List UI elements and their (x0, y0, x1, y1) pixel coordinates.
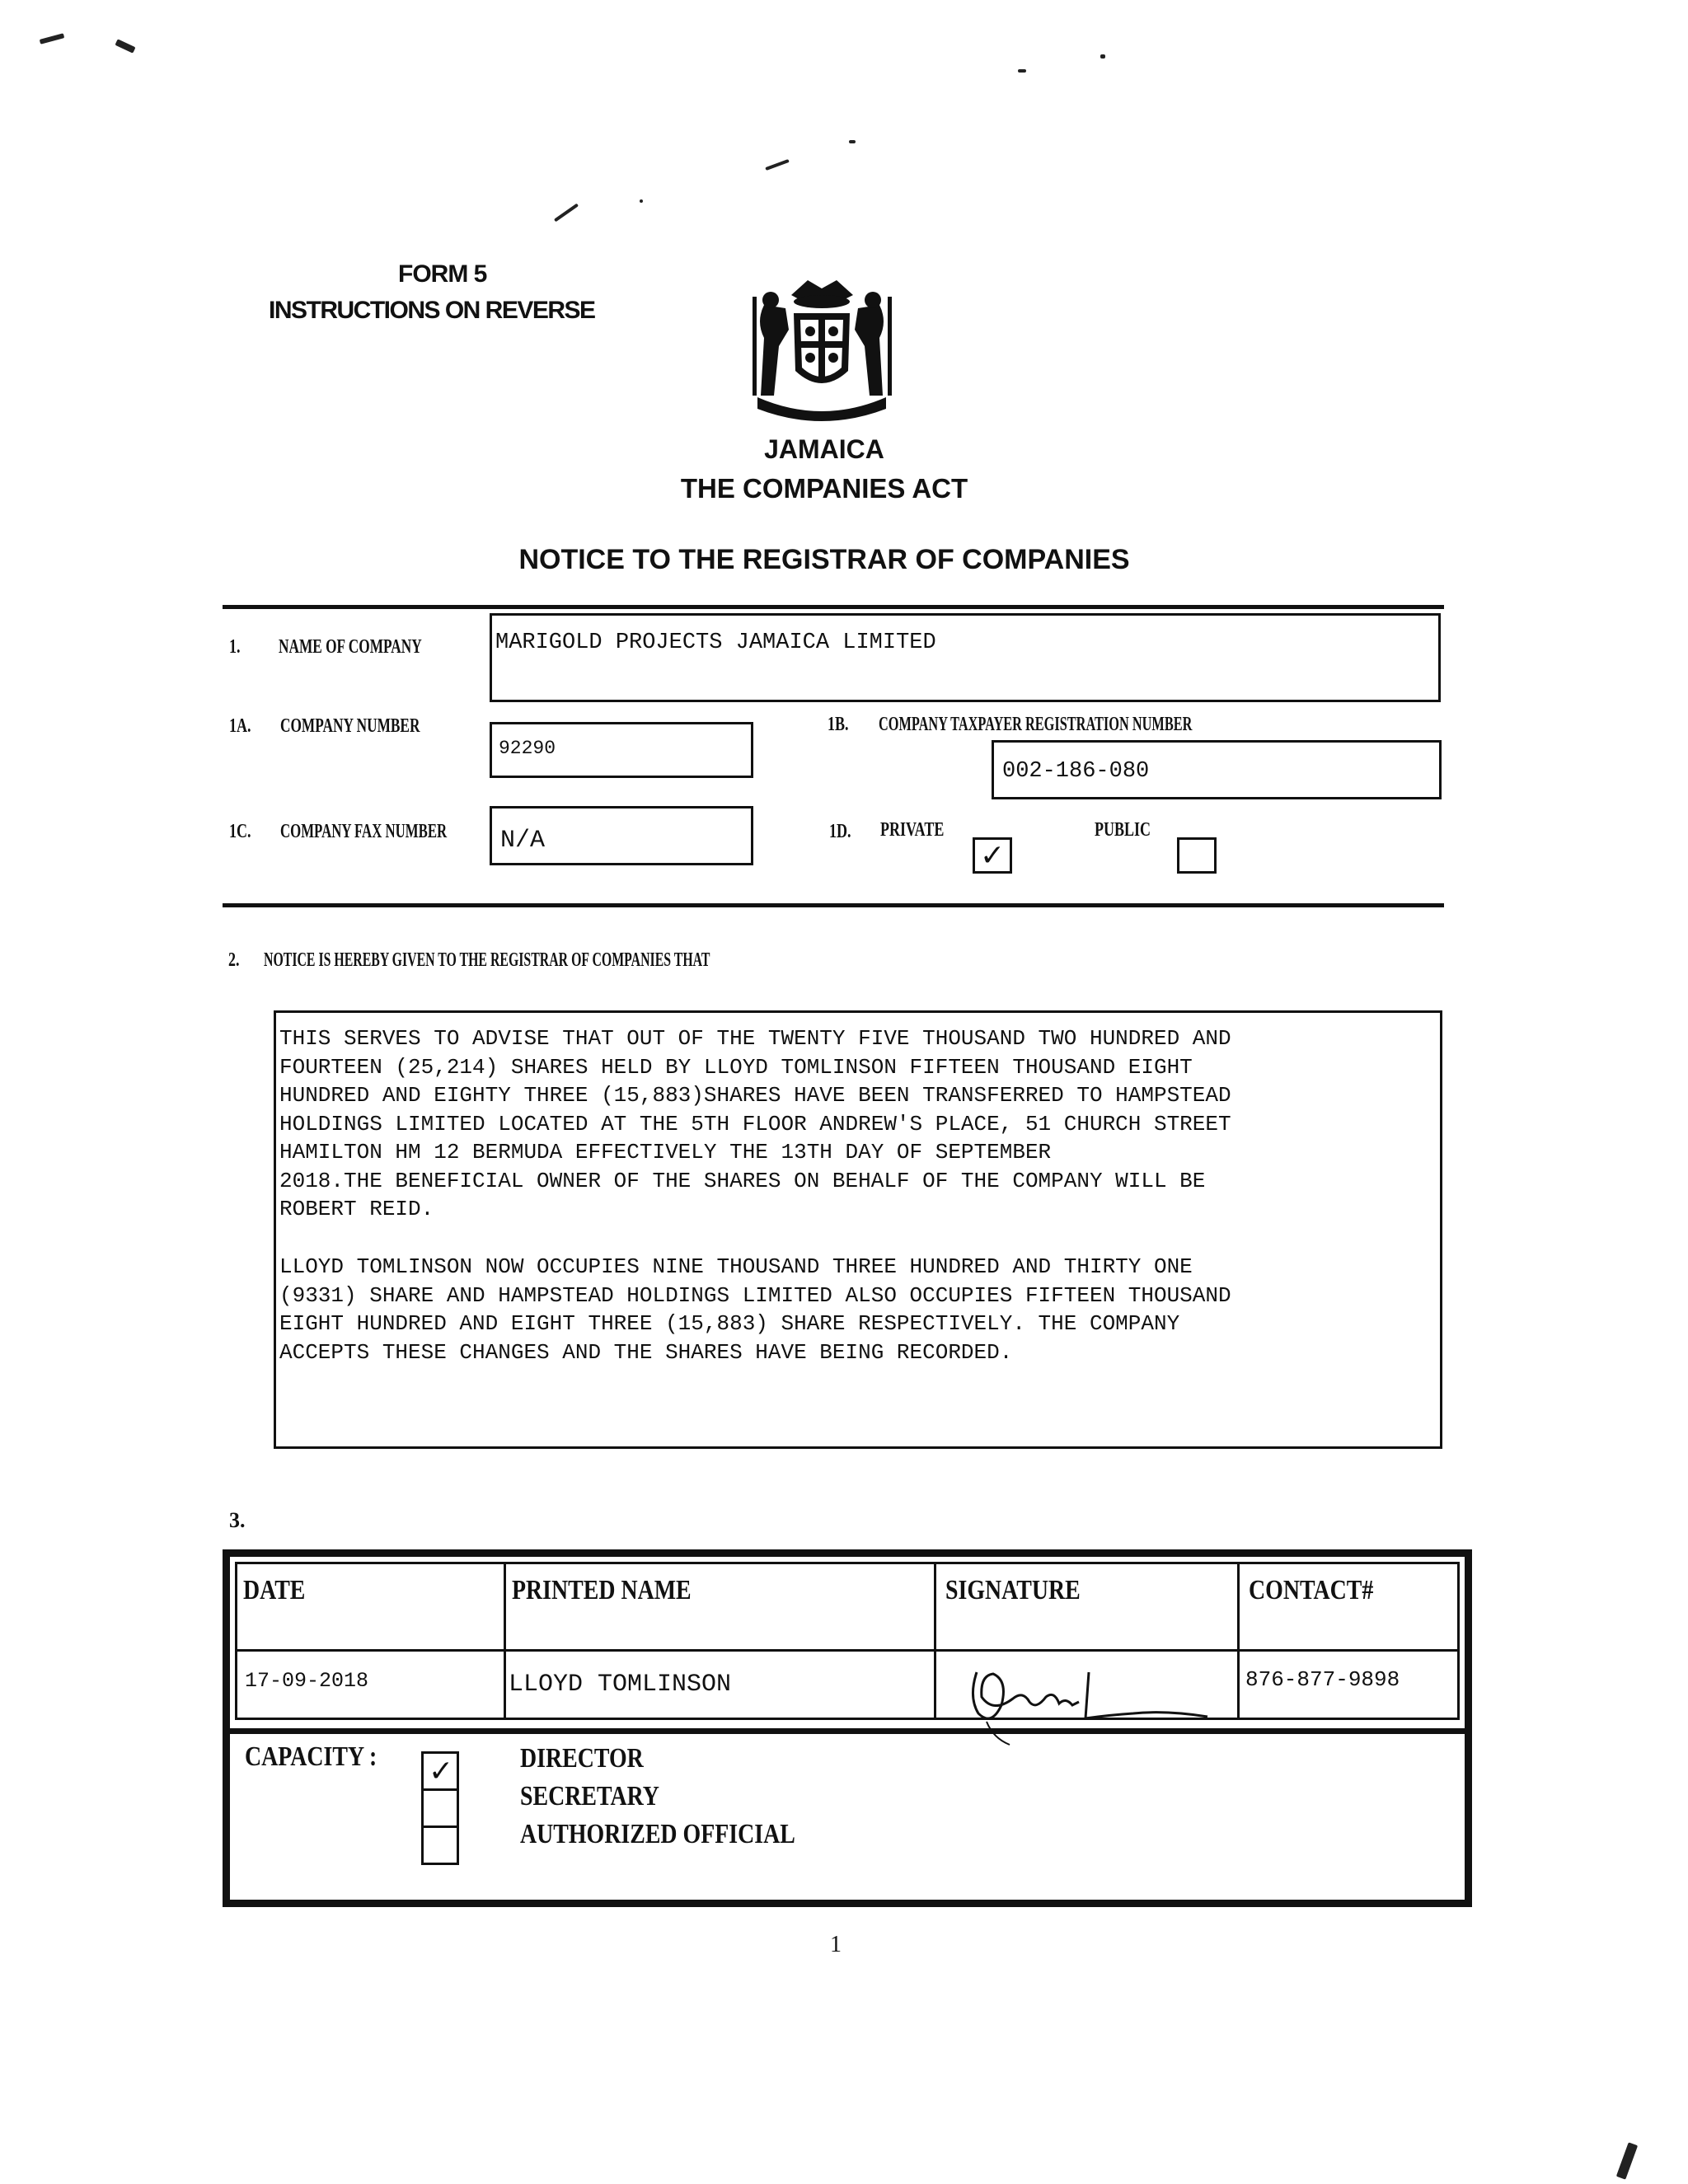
notice-line: HAMILTON HM 12 BERMUDA EFFECTIVELY THE 13TH DAY OF SEPTEMBER (279, 1140, 1052, 1165)
signature-table (223, 1549, 1472, 1907)
director-check-icon: ✓ (429, 1755, 454, 1788)
notice-line: ACCEPTS THESE CHANGES AND THE SHARES HAVE BEING RECORDED. (279, 1339, 1013, 1365)
field-1d-number: 1D. (829, 821, 851, 842)
company-name-label: NAME OF COMPANY (279, 636, 422, 658)
col-divider-1 (504, 1562, 506, 1720)
country-heading: JAMAICA (764, 434, 884, 464)
notice-title: NOTICE TO THE REGISTRAR OF COMPANIES (518, 544, 1130, 575)
notice-line: ROBERT REID. (279, 1197, 434, 1221)
director-checkbox (421, 1751, 459, 1791)
director-label: DIRECTOR (520, 1743, 644, 1774)
date-value: 17-09-2018 (245, 1669, 369, 1693)
private-check-icon: ✓ (980, 839, 1006, 873)
authorized-official-checkbox (421, 1825, 459, 1865)
form-instructions: INSTRUCTIONS ON REVERSE (269, 297, 595, 324)
notice-line: EIGHT HUNDRED AND EIGHT THREE (15,883) SHARE RESPECTIVELY. THE COMPANY (279, 1311, 1180, 1336)
notice-text-box (274, 1010, 1442, 1449)
secretary-checkbox (421, 1788, 459, 1828)
contact-value: 876-877-9898 (1245, 1667, 1400, 1692)
public-checkbox (1177, 837, 1217, 874)
notice-line: HUNDRED AND EIGHTY THREE (15,883)SHARES HAVE BEEN TRANSFERRED TO HAMPSTEAD (279, 1083, 1231, 1108)
col-divider-3 (1237, 1562, 1240, 1720)
private-checkbox (973, 837, 1012, 874)
form-number: FORM 5 (398, 260, 487, 288)
company-name-field (490, 613, 1441, 702)
notice-label: NOTICE IS HEREBY GIVEN TO THE REGISTRAR OF COMPANIES THAT (264, 949, 710, 971)
company-name-value: MARIGOLD PROJECTS JAMAICA LIMITED (495, 630, 936, 655)
fax-label: COMPANY FAX NUMBER (280, 821, 448, 842)
notice-line: HOLDINGS LIMITED LOCATED AT THE 5TH FLOOR ANDREW'S PLACE, 51 CHURCH STREET (279, 1111, 1231, 1137)
notice-paragraph-2 (279, 1253, 1231, 1366)
contact-header: CONTACT# (1249, 1575, 1374, 1605)
company-number-field (490, 722, 753, 778)
field-1-number: 1. (229, 636, 241, 658)
act-heading: THE COMPANIES ACT (680, 473, 968, 504)
notice-line: FOURTEEN (25,214) SHARES HELD BY LLOYD TOMLINSON FIFTEEN THOUSAND EIGHT (279, 1054, 1193, 1080)
company-number-label: COMPANY NUMBER (280, 715, 420, 737)
row-divider (235, 1649, 1460, 1652)
trn-value: 002-186-080 (1002, 759, 1150, 784)
trn-label: COMPANY TAXPAYER REGISTRATION NUMBER (879, 714, 1193, 735)
capacity-label: CAPACITY : (245, 1741, 377, 1772)
fax-field (490, 806, 753, 865)
top-rule (223, 605, 1444, 609)
private-label: PRIVATE (880, 819, 945, 841)
printed-name-value: LLOYD TOMLINSON (509, 1671, 732, 1699)
section-2-number: 2. (228, 949, 240, 971)
col-divider-2 (934, 1562, 936, 1720)
capacity-divider (230, 1728, 1465, 1734)
signature-header: SIGNATURE (945, 1575, 1081, 1605)
printed-name-header: PRINTED NAME (512, 1575, 692, 1605)
coat-of-arms-emblem (746, 272, 898, 429)
fax-value: N/A (500, 827, 546, 855)
secretary-label: SECRETARY (520, 1781, 659, 1811)
field-1c-number: 1C. (229, 821, 251, 842)
notice-line: (9331) SHARE AND HAMPSTEAD HOLDINGS LIMITED ALSO OCCUPIES FIFTEEN THOUSAND (279, 1282, 1231, 1308)
section-3-number: 3. (229, 1508, 246, 1532)
date-header: DATE (243, 1575, 306, 1605)
mid-rule (223, 903, 1444, 907)
trn-field (992, 740, 1442, 799)
authorized-official-label: AUTHORIZED OFFICIAL (520, 1819, 795, 1849)
notice-paragraph-1 (279, 1024, 1231, 1224)
field-1a-number: 1A. (229, 715, 251, 737)
company-number-value: 92290 (499, 738, 556, 759)
notice-line: 2018.THE BENEFICIAL OWNER OF THE SHARES ON BEHALF OF THE COMPANY WILL BE (279, 1168, 1206, 1193)
notice-line: THIS SERVES TO ADVISE THAT OUT OF THE TWENTY FIVE THOUSAND TWO HUNDRED AND (279, 1026, 1231, 1051)
field-1b-number: 1B. (828, 714, 849, 735)
page-number: 1 (830, 1932, 842, 1957)
public-label: PUBLIC (1095, 819, 1151, 841)
notice-line: LLOYD TOMLINSON NOW OCCUPIES NINE THOUSAND THREE HUNDRED AND THIRTY ONE (279, 1254, 1193, 1279)
